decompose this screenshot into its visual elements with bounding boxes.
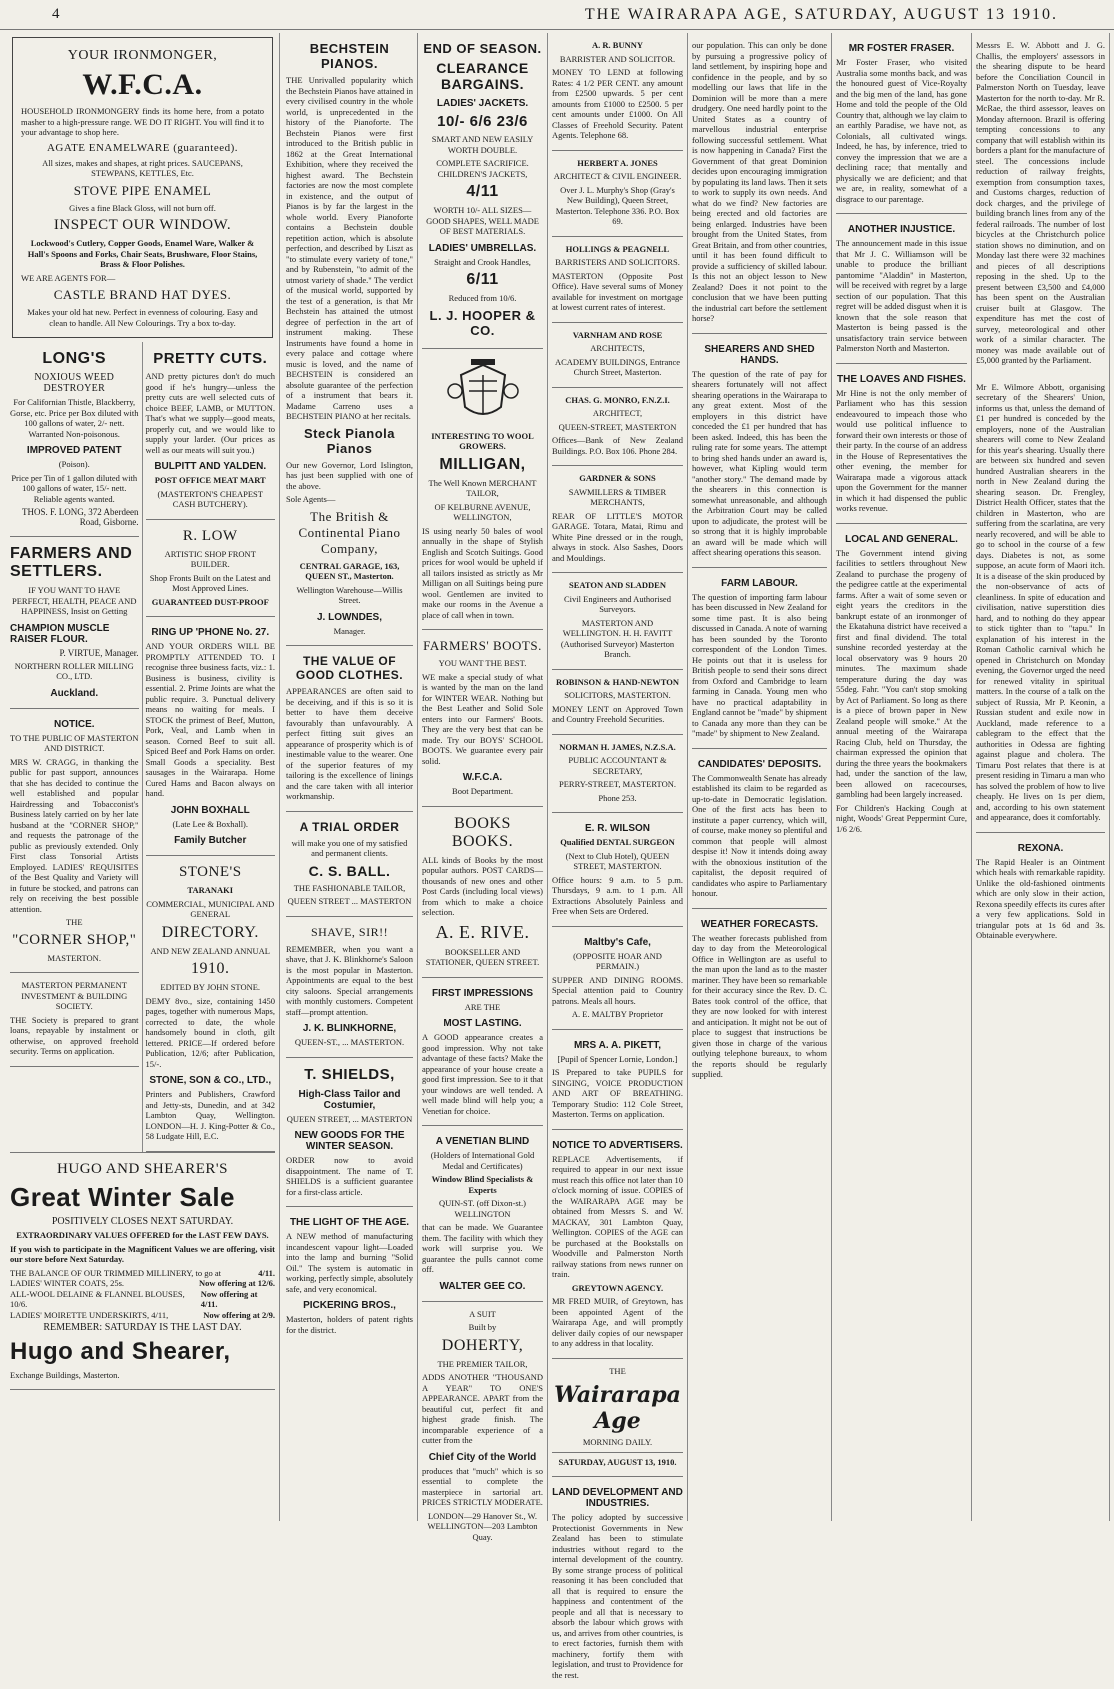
wilson-body: Office hours: 9 a.m. to 5 p.m. Thursdays, 9 a.m. to 1 p.m. All Extractions Absolutely Painless and Free when Sets are Ordered. bbox=[552, 874, 683, 916]
hugo-item: ALL-WOOL DELAINE & FLANNEL BLOUSES, 10/6. Now offering at 4/11. bbox=[10, 1288, 258, 1309]
gardner-title: GARDNER & SONS bbox=[579, 473, 656, 483]
impressions-ad bbox=[422, 978, 543, 1127]
stones-ad bbox=[146, 856, 276, 1152]
ring-firm: JOHN BOXHALL bbox=[170, 804, 250, 816]
paper-date: SATURDAY, AUGUST 13, 1910. bbox=[558, 1456, 677, 1467]
bechstein-warehouse: Wellington Warehouse—Willis Street. bbox=[296, 584, 403, 605]
light-title: THE LIGHT OF THE AGE. bbox=[289, 1217, 410, 1228]
boots-dept: Boot Department. bbox=[452, 786, 513, 796]
candidates-article bbox=[692, 749, 827, 909]
shields-sub: High-Class Tailor and Costumier, bbox=[298, 1088, 401, 1111]
weather-body: The weather forecasts published from day to day from the Meteorological Office in Wellington are as useful to the man upon the land as to the master mariner. They have been so remarkable for their accuracy since the Rev. D. C. Bates took control of the office, that they are now looked for with interest and anticipation. It might not be out of place to suggest that instructions be given those in charge of the various outlying telephone bureaux, to whom the reports should be regularly supplied. bbox=[692, 932, 827, 1079]
shearing-body: Messrs E. W. Abbott and J. G. Challis, the employers' assessors in the shearing dispute to be heard before the Conciliation Council in Palmerston North on Tuesday, leave Masterton for the north to-day. Mr R. McRae, the third assessor, leaves on Monday afternoon. Brazil is offering tempting concessions to any company that will establish within its borders a plant for the manufacture of steel. The concessions include reduction of railway freights, exemption from consumption taxes, and Customs charges, reduction of dock charges, and the privilege of building branch lines from any of the federal railroads. The number of lost bicycles at the Christchurch police station shows no diminution, and on Monday last there were 32 machines and pieces of all descriptions reposing in the shed. Up to the present between £3,500 and £4,000 has been spent on the Australian cruiser built at Glasgow. The expenditure has met the cost of survey, meteorological and other work of a similar character. The money was made available out of £5,000 granted by the Parliament. bbox=[976, 40, 1105, 365]
longs-improved: IMPROVED PATENT bbox=[26, 445, 122, 456]
boots-sub: YOU WANT THE BEST. bbox=[438, 658, 527, 668]
season-title: END OF SEASON. bbox=[423, 41, 542, 56]
wilson-sub: Qualified DENTAL SURGEON bbox=[560, 837, 675, 847]
abbott-body: Mr E. Wilmore Abbott, organising secretary of the Shearers' Union, informs us that, unless the demand of £1 per hundred is conceded by the employers, none of the Australian shearers will come to New Zealand for this year's shearing. Usually there are between six hundred and seven hundred Australian shearers in the north in New Zealand during the shearing season. Dr. Frengley, District Health Officer, states that the children in Masterton, who are suffering from the scarlatina, are very nearly recovered, and will be able to go to school in the course of a few days. Diabetes is not, as some suppose, an acute form of Maori itch. It is a disease of the skin produced by the non-observance of acts of cleanliness. In spite of education and civilisation, native superstition dies hard, and to nothing do they appear to stick tighter than to "tapu." In explanation of his interest in the Roman Catholic carnival which he opened in Christchurch on Monday evening, the Governor urged the need for renewed vitality in spiritual matters. In the course of a talk on the subject of Russia, Mr P. Keonin, a Russian student and exile now in Auckland, made reference to a cablegram to the effect that the authorities in Odessa are fighting against plague and cholera. The Timaru Post relates that there is at present residing in Timaru a man who has solved the problem of how to live cheaply. He lives on 1s per diem, and, according to his own statement and appearance, does it comfortably. bbox=[976, 381, 1105, 822]
notice-shop2: "CORNER SHOP," bbox=[12, 931, 137, 948]
notice-shop1: THE bbox=[65, 917, 83, 927]
jones-sub: ARCHITECT & CIVIL ENGINEER. bbox=[553, 171, 682, 181]
hugo-name: Hugo and Shearer, bbox=[10, 1337, 231, 1365]
robinson-body: MONEY LENT on Approved Town and Country Freehold Securities. bbox=[552, 703, 683, 724]
bunny-sub: BARRISTER AND SOLICITOR. bbox=[559, 53, 676, 64]
boots-ad bbox=[422, 630, 543, 807]
impressions-body: A GOOD appearance creates a good impression. Why not take advantage of these facts? Make the appearance of your house create a good first impression. See to it that your windows are well tended. A well made blind will help you; a Venetian for choice. bbox=[422, 1032, 543, 1116]
greytown-title: GREYTOWN AGENCY. bbox=[571, 1282, 664, 1293]
bechstein-company: The British & Continental Piano Company, bbox=[298, 508, 401, 556]
population-article bbox=[692, 33, 827, 334]
editorial-masthead bbox=[552, 1359, 683, 1478]
james-addr: PERRY-STREET, MASTERTON. bbox=[558, 779, 676, 789]
notice-to: TO THE PUBLIC OF MASTERTON AND DISTRICT. bbox=[10, 732, 139, 753]
column-5 bbox=[548, 33, 688, 1680]
hugo-title: HUGO AND SHEARER'S bbox=[57, 1160, 228, 1177]
maltby-body: SUPPER AND DINING ROOMS. Special attention paid to Country patrons. Meals all hours. bbox=[552, 974, 683, 1006]
wfca-line1: AGATE ENAMELWARE (guaranteed). bbox=[46, 141, 239, 154]
season-clear: CLEARANCE BARGAINS. bbox=[436, 60, 529, 92]
doherty-pre: A SUIT bbox=[469, 1308, 496, 1319]
blind-firm: WALTER GEE CO. bbox=[439, 1280, 526, 1292]
light-tail: Masterton, holders of patent rights for the district. bbox=[286, 1314, 413, 1335]
hugo-remember: REMEMBER: SATURDAY IS THE LAST DAY. bbox=[43, 1322, 242, 1333]
investment-body: THE Society is prepared to grant loans, repayable by instalment or otherwise, on approved freehold security. Terms on application. bbox=[10, 1014, 139, 1056]
boots-title: FARMERS' BOOTS. bbox=[423, 638, 542, 653]
season-umb-red: Reduced from 10/6. bbox=[448, 293, 517, 303]
farmers-sig: P. VIRTUE, Manager. bbox=[59, 647, 139, 658]
longs-title: LONG'S bbox=[42, 350, 107, 367]
column-6 bbox=[688, 33, 832, 1521]
rexona-body: The Rapid Healer is an Ointment which heals with remarkable rapidity. Unlike the old-fashioned ointments which are only slow in their action, Rexona speedily effects its cures after a very few applications. Sold in triangular pots at 1s 6d and 3s. Obtainable everywhere. bbox=[976, 856, 1105, 940]
monro-addr: QUEEN-STREET, MASTERTON bbox=[558, 421, 677, 432]
robinson-ad bbox=[552, 670, 683, 735]
bunny-title: A. R. BUNNY bbox=[592, 40, 643, 50]
masthead-title: THE WAIRARAPA AGE, SATURDAY, AUGUST 13 1910. bbox=[584, 5, 1058, 23]
boots-body: WE make a special study of what is wanted by the man on the land for WINTER WEAR. Nothing but the Best Leather and Solid Sole enters into our Farmers' Boots. They are the very best that can be made. Try our BOYS' SCHOOL BOOTS. We guarantee every pair solid. bbox=[422, 671, 543, 766]
paper-the: THE bbox=[609, 1365, 626, 1376]
varnham-title: VARNHAM AND ROSE bbox=[572, 329, 663, 340]
farmers-town: Auckland. bbox=[50, 687, 99, 699]
hugo-item: THE BALANCE OF OUR TRIMMED MILLINERY, to go at 4/11. bbox=[10, 1267, 275, 1278]
shearers-title: SHEARERS AND SHED HANDS. bbox=[704, 343, 815, 366]
wfca-ad bbox=[12, 37, 273, 338]
hugo-sale: Great Winter Sale bbox=[10, 1181, 236, 1212]
stones-edited: EDITED BY JOHN STONE. bbox=[160, 982, 261, 992]
james-title: NORMAN H. JAMES, N.Z.S.A. bbox=[559, 741, 676, 752]
stones-sub: TARANAKI bbox=[187, 885, 234, 895]
hollings-title: HOLLINGS & PEAGNELL bbox=[565, 243, 670, 254]
season-ad bbox=[422, 33, 543, 349]
stones-dir: DIRECTORY. bbox=[161, 923, 259, 941]
candidates-title: CANDIDATES' DEPOSITS. bbox=[697, 758, 822, 770]
low-title: R. LOW bbox=[182, 527, 238, 544]
notice-shop3: MASTERTON. bbox=[47, 952, 101, 963]
shields-goods: NEW GOODS FOR THE WINTER SEASON. bbox=[294, 1130, 405, 1152]
notice-body: MRS W. CRAGG, in thanking the public for past support, announces that she has decided to continue the well established and popular Hairdressing and Tobacconist's Business lately carried on by her late husband at the "CORNER SHOP," and requests the patronage of the public as previously extended. Only First class Tonsorial Artists Employed. LADIES' REQUISITES of the Best Quality and Variety will in future be stocked, and patrons can rely on receiving the best possible attention. bbox=[10, 756, 139, 914]
pretty-body: AND pretty pictures don't do much good if he's hungry—unless the pretty cuts are well selected cuts of choice BEEF, LAMB, or MUTTON. That's what we supply—good meats, properly cut, and we would like to supply your larder. (Our prices as well as our meats will suit you.) bbox=[145, 371, 275, 455]
notice-title: NOTICE. bbox=[53, 718, 95, 730]
farmers-title: FARMERS AND SETTLERS. bbox=[10, 545, 133, 580]
bechstein-ad bbox=[286, 33, 413, 646]
seaton-ad bbox=[552, 573, 683, 670]
column-1 bbox=[6, 33, 280, 1521]
masthead bbox=[0, 0, 1114, 30]
doherty-city: Chief City of the World bbox=[428, 1451, 537, 1463]
season-prices: 10/- 6/6 23/6 bbox=[437, 113, 528, 130]
ball-address: QUEEN STREET ... MASTERTON bbox=[287, 896, 412, 906]
pretty-cuts-ad bbox=[146, 342, 276, 520]
farm-article bbox=[692, 568, 827, 749]
trial-body: will make you one of my satisfied and permanent clients. bbox=[291, 837, 408, 858]
land-body: The policy adopted by successive Protectionist Governments in New Zealand has been to stimulate industries without regard to the internal development of the country. By some strange process of political reasoning it has been concluded that all that is required to ensure the happiness and contentment of the people and all that is necessary to absorb the labour which grows with us, and arrives from other countries, is to erect factories, furnish them with machinery, fortify them with legislation, and trust to Providence for the rest. bbox=[552, 1512, 683, 1680]
gardner-sub: SAWMILLERS & TIMBER MERCHANTS, bbox=[568, 486, 667, 507]
stones-firm-body: Printers and Publishers, Crawford and Jetty-sts, Dunedin, and at 342 Lambton Quay, Wellington. LONDON—H. J. King-Potter & Co., 58 Ludgate Hill, E.C. bbox=[145, 1089, 275, 1141]
milligan-body: IS using nearly 50 bales of wool annually in the shape of Stylish English and Scotch Suitings. Good prices for wool would be upheld if all tailors insisted as strictly as Mr Milligan on all Suitings being pure wool. Gentlemen are invited to make our rooms in the Avenue a place of call when in town. bbox=[422, 525, 543, 620]
shearing-article bbox=[976, 33, 1105, 375]
milligan-title: MILLIGAN, bbox=[439, 455, 526, 473]
injustice-title: ANOTHER INJUSTICE. bbox=[847, 224, 956, 235]
shields-body: ORDER now to avoid disappointment. The name of T. SHIELDS is a sufficient guarantee for a first-class article. bbox=[286, 1155, 413, 1197]
wfca-pre: YOUR IRONMONGER, bbox=[67, 48, 218, 63]
ring-firm-sub: (Late Lee & Boxhall). bbox=[172, 818, 249, 829]
jones-ad bbox=[552, 151, 683, 237]
doherty-body: ADDS ANOTHER "THOUSAND A YEAR" TO ONE'S APPEARANCE. APART from the beautiful cut, perfect fit and highest grade finish. The incomparable experience of a cutter from the bbox=[422, 1372, 543, 1445]
season-umb-price: 6/11 bbox=[466, 271, 499, 288]
ring-body: AND YOUR ORDERS WILL BE PROMPTLY ATTENDED TO. I recognise three business facts, viz.: 1. Business is business, civility is essential. 2. Prime Joints are what the public require. 3. Punctual delivery means no waiting for meals. I STOCK the primest of Beef, Mutton, Pork, Veal, and Lamb when in season. Corned Beef to suit all. Spiced Beef and Pork Hams on order. Small Goods a speciality. Best sausages in the Wairarapa. Home Cured Hams and Bacon always on hand. bbox=[145, 641, 275, 798]
longs-improved-sub: (Poison). bbox=[58, 459, 90, 469]
books-ad bbox=[422, 807, 543, 978]
population-body: our population. This can only be done by pursuing a progressive policy of land settlement, by inspiring hope and confidence in the people, and by so modelling our laws that life in the Dominion will be more than a mere drudgery. One need hardly point to the United States as a country of marvellous industrial enterprise following successful settlement. What is now happening in Canada? First the Government of that great Dominion decides upon encouraging immigration by populating its land laws. Then it sets to work to supply its own needs. And what do we find? New factories are being erected and old factories are being enlarged. Industries have been brought from the United States, from Great Britain, and from other countries, until it has been found difficult to provide a sufficiency of skilled labour. Is this not an object lesson to New Zealand? Does it not point to the conclusion that we have been putting the industrial cart before the settlement horse? bbox=[692, 40, 827, 323]
shave-title: SHAVE, SIR!! bbox=[310, 924, 389, 939]
loaves-article bbox=[836, 364, 967, 524]
season-umbrellas: LADIES' UMBRELLAS. bbox=[428, 242, 537, 254]
stones-body: DEMY 8vo., size, containing 1450 pages, together with numerous Maps, corrected to date, the whole handsomely bound in cloth, gilt lettered. PRICE—If ordered before Publication, 12/6; after Publication, 15/-. bbox=[145, 995, 275, 1069]
robinson-title: ROBINSON & HAND-NEWTON bbox=[555, 676, 680, 687]
injustice-body: The announcement made in this issue that Mr J. C. Williamson will be unable to produce the brilliant pantomime "Aladdin" in Masterton, will be received with regret by a large section of our population. That this regret will be added disgust when it is known that the sole reason that Masterton is being passed is the unsatisfactory train service between Palmerston North and Masterton. bbox=[836, 238, 967, 353]
season-umb-sub: Straight and Crook Handles, bbox=[434, 256, 531, 267]
shields-title: T. SHIELDS, bbox=[304, 1065, 395, 1083]
robinson-sub: SOLICITORS, MASTERTON. bbox=[564, 690, 671, 700]
pretty-tag: (MASTERTON'S CHEAPEST CASH BUTCHERY). bbox=[157, 488, 263, 509]
boots-firm: W.F.C.A. bbox=[462, 772, 503, 783]
low-trade: ARTISTIC SHOP FRONT BUILDER. bbox=[164, 548, 256, 569]
bechstein-manager: J. LOWNDES, bbox=[316, 611, 382, 623]
column-8 bbox=[972, 33, 1110, 1521]
pikett-title: MRS A. A. PIKETT, bbox=[573, 1039, 662, 1051]
local-body: The Government intend giving facilities to settlers throughout New Zealand to purchase the progeny of the pedigree cattle at the experimental farms. After a wait of some seven or eight years the creditors in the bankrupt estate of an ironmonger of the Ekatahuna district have received a first and final dividend. The total sunshine recorded yesterday at the local observatory was 9 hours 20 minutes. The maximum shade temperature during the day was 55deg. Fahr. "You can't stop smoking by Act of Parliament. So long as there is a piece of brown paper in New Zealand people will smoke." At the annual meeting of the Wairarapa Racing Club, held on Thursday, the chairman expressed the opinion that during the three years the bookmakers had, under the sanction of the law, been allowed on racecourses, gambling had been largely increased. bbox=[836, 547, 967, 799]
season-jackets: LADIES' JACKETS. bbox=[436, 98, 529, 109]
blind-sub: (Holders of International Gold Medal and Certificates) bbox=[430, 1150, 535, 1171]
longs-body2: Price per Tin of 1 gallon diluted with 100 gallons of water, 15/- nett. Reliable agents wanted. bbox=[11, 472, 138, 504]
wfca-body: HOUSEHOLD IRONMONGERY finds its home here, from a potato masher to a high-pressure range. WE DO IT RIGHT. You will find it to your advantage to shop here. bbox=[21, 106, 264, 137]
longs-sig: THOS. F. LONG, 372 Aberdeen Road, Gisborne. bbox=[21, 507, 139, 527]
gardner-ad bbox=[552, 466, 683, 573]
season-sacrifice: COMPLETE SACRIFICE. CHILDREN'S JACKETS, bbox=[436, 158, 529, 179]
hugo-closes: POSITIVELY CLOSES NEXT SATURDAY. bbox=[51, 1215, 234, 1227]
stones-title: STONE'S bbox=[178, 864, 242, 880]
hugo-item: LADIES' MOIRETTE UNDERSKIRTS, 4/11, Now offering at 2/9. bbox=[10, 1309, 275, 1320]
milligan-sub: The Well Known MERCHANT TAILOR, bbox=[428, 477, 537, 498]
bunny-ad bbox=[552, 33, 683, 151]
wfca-line3: STOVE PIPE ENAMEL bbox=[73, 182, 212, 198]
blind-title: A VENETIAN BLIND bbox=[435, 1136, 530, 1147]
james-sub: PUBLIC ACCOUNTANT & SECRETARY, bbox=[568, 755, 667, 776]
bunny-body: MONEY TO LEND at following Rates: 4 1/2 PER CENT. any amount from £2500 upwards. 5 per cent amounts from £1000 to £2500. 5 per cent amounts under £1000. On All Classes of Freehold Security. Patent Agents. Telephone 68. bbox=[552, 67, 683, 140]
loaves-title: THE LOAVES AND FISHES. bbox=[837, 373, 966, 385]
ring-title: RING UP 'PHONE No. 27. bbox=[151, 627, 270, 638]
season-worth: WORTH 10/- ALL SIZES—GOOD SHAPES, WELL MADE OF BEST MATERIALS. bbox=[426, 205, 539, 236]
farmers-product: CHAMPION MUSCLE RAISER FLOUR. bbox=[10, 622, 110, 645]
rexona-ad bbox=[976, 833, 1105, 950]
column-3 bbox=[282, 33, 418, 1521]
pikett-sub: [Pupil of Spencer Lornie, London.] bbox=[557, 1053, 678, 1064]
stones-year: 1910. bbox=[191, 960, 230, 977]
gardner-body: REAR OF LITTLE'S MOTOR GARAGE. Totara, Matai, Rimu and White Pine dressed or in the rough, always in stock. Also Sashes, Doors and Mouldings. bbox=[552, 510, 683, 563]
jones-title: HERBERT A. JONES bbox=[577, 157, 658, 168]
trial-ad bbox=[286, 812, 413, 917]
wilson-title: E. R. WILSON bbox=[585, 823, 650, 834]
greytown-body: MR FRED MUIR, of Greytown, has been appointed Agent of the Wairarapa Age, and will promptly deliver daily copies of our newspaper to any address in that locality. bbox=[552, 1296, 683, 1348]
local-tail: For Children's Hacking Cough at night, Woods' Great Peppermint Cure, 1/6 2/6. bbox=[836, 802, 967, 834]
ring-ad bbox=[146, 617, 276, 856]
light-firm: PICKERING BROS., bbox=[303, 1300, 396, 1311]
abbott-article bbox=[976, 375, 1105, 833]
books-title: BOOKS BOOKS. bbox=[451, 814, 514, 850]
page-number: 4 bbox=[52, 6, 60, 22]
pikett-ad bbox=[552, 1030, 683, 1130]
ring-firm-tag: Family Butcher bbox=[174, 835, 247, 846]
wfca-line4: Gives a fine Black Gloss, will not burn off. bbox=[69, 202, 216, 213]
rive-title: A. E. RIVE. bbox=[435, 921, 530, 942]
blind-firm-line: Window Blind Specialists & Experts bbox=[431, 1174, 534, 1195]
stones-dir-sub: AND NEW ZEALAND ANNUAL bbox=[150, 945, 271, 956]
hollings-ad bbox=[552, 237, 683, 323]
shearers-body: The question of the rate of pay for shearers fortunately will not affect shearing operations in the Wairarapa to any great extent. Most of the employers in this district have conceded the £1 per hundred that has been asked. Indeed, this has been the ruling rate for some years. The attempt to bring shed hands under an award is, however, what Kipling would term "another story." The demand made by the shearers in this connection is somewhat unreasonable, and although the Arbitration Court may be called upon to adjudicate, the protest will be so strong that it is highly improbable an award will be made which will affect shearing operations this season. bbox=[692, 368, 827, 557]
seaton-body: MASTERTON AND WELLINGTON. H. H. FAVITT (Authorised Surveyor) Masterton Branch. bbox=[560, 617, 675, 659]
light-ad bbox=[286, 1207, 413, 1344]
local-article bbox=[836, 524, 967, 844]
weather-title: WEATHER FORECASTS. bbox=[700, 918, 819, 930]
value-title: THE VALUE OF GOOD CLOTHES. bbox=[295, 654, 404, 682]
james-phone: Phone 253. bbox=[598, 792, 637, 803]
bechstein-manager-title: Manager. bbox=[333, 625, 366, 636]
value-body: APPEARANCES are often said to be deceiving, and if this is so it is better to have them deceive favourably than unfavourably. A perfect fitting suit gives an appearance of prosperity which is of inestimable value to the wearer. One of the superior features of my tailoring is the excellence of linings and the care taken with all interior workmanship. bbox=[286, 686, 413, 801]
ball-title: C. S. BALL. bbox=[308, 862, 391, 879]
doherty-ad bbox=[422, 1302, 543, 1552]
bechstein-address: CENTRAL GARAGE, 163, QUEEN ST., Masterton. bbox=[299, 560, 400, 581]
wfca-line7: WE ARE AGENTS FOR— bbox=[21, 272, 116, 283]
bechstein-title: BECHSTEIN PIANOS. bbox=[309, 41, 390, 71]
milligan-ad bbox=[422, 349, 543, 631]
low-body: Shop Fronts Built on the Latest and Most Approved Lines. bbox=[149, 572, 271, 593]
advertisers-title: NOTICE TO ADVERTISERS. bbox=[552, 1139, 683, 1151]
pretty-shop: POST OFFICE MEAT MART bbox=[154, 475, 266, 485]
maltby-ad bbox=[552, 927, 683, 1030]
hugo-price-list bbox=[10, 1268, 275, 1321]
ball-sub: THE FASHIONABLE TAILOR, bbox=[293, 882, 406, 893]
monro-body: Offices—Bank of New Zealand Buildings. P.O. Box 106. Phone 284. bbox=[552, 435, 683, 456]
shields-address: QUEEN STREET, ... MASTERTON bbox=[286, 1113, 413, 1124]
investment-title: MASTERTON PERMANENT INVESTMENT & BUILDING SOCIETY. bbox=[21, 980, 128, 1011]
local-title: LOCAL AND GENERAL. bbox=[845, 533, 958, 545]
longs-ad bbox=[10, 342, 139, 537]
column-4 bbox=[418, 33, 548, 1542]
hugo-ad bbox=[10, 1152, 275, 1391]
pretty-title: PRETTY CUTS. bbox=[153, 350, 268, 367]
steck-title: Steck Pianola Pianos bbox=[303, 425, 396, 456]
stones-sub2: COMMERCIAL, MUNICIPAL AND GENERAL bbox=[146, 898, 275, 919]
milligan-addr: OF KELBURNE AVENUE, WELLINGTON, bbox=[434, 501, 531, 522]
blind-addr: QUIN-ST. (off Dixon-st.) WELLINGTON bbox=[438, 1198, 527, 1219]
farmers-mill: NORTHERN ROLLER MILLING CO., LTD. bbox=[14, 660, 134, 681]
rexona-title: REXONA. bbox=[1017, 842, 1064, 854]
farm-body: The question of importing farm labour has been discussed in New Zealand for some time past. It is also being discussed in Canada. A note of warning has been sounded by the Toronto correspondent of the London Times. He points out that it is useless for British people to send their sons direct from Oxford and Cambridge to learn farming in Canada. Young men who have no practical adaptability in England cannot be "made" by shipment to Canada any more than they can be "made" by shipment to New Zealand. bbox=[692, 591, 827, 738]
hollings-body: MASTERTON (Opposite Post Office). Have several sums of Money available for investment on mortgage at lowest current rates of interest. bbox=[552, 270, 683, 312]
stones-firm: STONE, SON & CO., LTD., bbox=[149, 1075, 272, 1086]
wfca-line6: Lockwood's Cutlery, Copper Goods, Enamel Ware, Walker & Hall's Spoons and Forks, Chair Seats, Brushware, Floor Stains, Brass & Floor Polishes. bbox=[27, 238, 258, 269]
shave-ad bbox=[286, 917, 413, 1058]
shave-body: REMEMBER, when you want a shave, that J. K. Blinkhorne's Saloon is the most popular in Masterton. Appointments are equal to the best city saloons. Special arrangements with monthly customers. Competent staff—prompt attention. bbox=[286, 943, 413, 1017]
rive-sub: BOOKSELLER AND STATIONER, QUEEN STREET. bbox=[425, 946, 540, 967]
blind-ad bbox=[422, 1126, 543, 1302]
season-smart: SMART AND NEW EASILY WORTH DOUBLE. bbox=[431, 134, 534, 155]
books-body: ALL kinds of Books by the most popular authors. POST CARDS—thousands of new ones and other Post Cards (including local views) from which to make a choice selection. bbox=[422, 854, 543, 917]
doherty-title: DOHERTY, bbox=[441, 1336, 524, 1354]
doherty-pre2: Built by bbox=[468, 1322, 497, 1332]
varnham-body: ACADEMY BUILDINGS, Entrance Church Street, Masterton. bbox=[554, 356, 681, 377]
fraser-article bbox=[836, 33, 967, 214]
shields-ad bbox=[286, 1058, 413, 1208]
fraser-title: MR FOSTER FRASER. bbox=[848, 43, 955, 54]
blind-body: that can be made. We Guarantee them. The facility with which they work will surprise you. We guarantee the pulls cannot come off. bbox=[422, 1222, 543, 1274]
land-title: LAND DEVELOPMENT AND INDUSTRIES. bbox=[552, 1487, 683, 1509]
light-body: A NEW method of manufacturing incandescent vapour light—Loaded into the lamp and burning "Solid Oil." The system is automatic in working, perfectly simple, absolutely safe, and very economical. bbox=[286, 1231, 413, 1294]
longs-body: For Californian Thistle, Blackberry, Gorse, etc. Price per Box diluted with 100 gallons of water, 2/- nett. Warranted Non-poisonous. bbox=[10, 397, 139, 439]
impressions-title: FIRST IMPRESSIONS bbox=[431, 987, 534, 999]
maltby-title: Maltby's Cafe, bbox=[584, 936, 651, 948]
wfca-line2: All sizes, makes and shapes, at right prices. SAUCEPANS, STEWPANS, KETTLES, Etc. bbox=[42, 157, 243, 178]
season-firm: L. J. HOOPER & CO. bbox=[429, 307, 536, 338]
varnham-sub: ARCHITECTS, bbox=[590, 343, 645, 353]
paper-sub: MORNING DAILY. bbox=[582, 1437, 653, 1447]
wfca-name: W.F.C.A. bbox=[82, 68, 203, 101]
trial-title: A TRIAL ORDER bbox=[299, 819, 400, 834]
monro-ad bbox=[552, 388, 683, 467]
jones-body: Over J. L. Murphy's Shop (Gray's New Building), Queen Street, Masterton. Telephone 336. P.O. Box 69. bbox=[555, 184, 680, 226]
hugo-offers: EXTRAORDINARY VALUES OFFERED for the LAST FEW DAYS. bbox=[16, 1230, 269, 1240]
shave-address: QUEEN-ST., ... MASTERTON. bbox=[294, 1037, 405, 1047]
wfca-line9: Makes your old hat new. Perfect in evenness of colouring. Easy and clean to handle. All New Colourings. Try a box to-day. bbox=[27, 307, 258, 328]
maltby-sig: A. E. MALTBY Proprietor bbox=[571, 1009, 664, 1019]
wfca-line5: INSPECT OUR WINDOW. bbox=[53, 217, 232, 233]
hugo-note: If you wish to participate in the Magnificent Values we are offering, visit our store before Next Saturday. bbox=[10, 1243, 275, 1264]
hugo-address: Exchange Buildings, Masterton. bbox=[10, 1369, 120, 1380]
advertisers-body: REPLACE Advertisements, if required to appear in our next issue must reach this office not later than 10 o'clock morning of issue. COPIES of the WAIRARAPA AGE may be obtained from Messrs S. and W. MACKAY, 301 Lambton Quay, Wellington. COPIES of the AGE can be purchased at the Bookstalls on Woodville and Palmerston North railway stations from news runner on train. bbox=[552, 1153, 683, 1279]
notice-ad bbox=[10, 709, 139, 974]
doherty-body2: produces that "much" which is so essential to complete the masterpiece in sartorial art. PRICES STRICTLY MODERATE. bbox=[422, 1465, 543, 1507]
monro-title: CHAS. G. MONRO, F.N.Z.I. bbox=[565, 394, 670, 405]
seaton-title: SEATON AND SLADDEN bbox=[569, 580, 666, 590]
hollings-sub: BARRISTERS AND SOLICITORS. bbox=[555, 257, 680, 267]
impressions-sub2: MOST LASTING. bbox=[443, 1018, 522, 1029]
longs-sub: NOXIOUS WEED DESTROYER bbox=[34, 372, 115, 394]
wilson-addr: (Next to Club Hotel), QUEEN STREET, MASTERTON. bbox=[565, 850, 670, 871]
coat-of-arms-icon bbox=[443, 357, 523, 427]
pikett-body: IS Prepared to take PUPILS for SINGING, VOICE PRODUCTION AND ART OF BREATHING. Temporary Studio: 112 Cole Street, Masterton. Terms on application. bbox=[552, 1067, 683, 1119]
weather-article bbox=[692, 909, 827, 1089]
varnham-ad bbox=[552, 323, 683, 388]
wfca-line8: CASTLE BRAND HAT DYES. bbox=[53, 287, 232, 302]
milligan-pre: INTERESTING TO WOOL GROWERS. bbox=[431, 430, 534, 451]
pretty-firm: BULPITT AND YALDEN. bbox=[154, 461, 267, 472]
farm-title: FARM LABOUR. bbox=[721, 577, 798, 589]
column-7 bbox=[832, 33, 972, 1521]
value-ad bbox=[286, 646, 413, 812]
farmers-body: IF YOU WANT TO HAVE PERFECT, HEALTH, PEACE AND HAPPINESS, Insist on Getting bbox=[12, 585, 137, 616]
injustice-article bbox=[836, 214, 967, 364]
low-ad bbox=[146, 520, 276, 618]
monro-sub: ARCHITECT, bbox=[592, 408, 643, 418]
candidates-body: The Commonwealth Senate has already established its claim to be regarded as up-to-date in Democratic legislation. One of the first acts has been to institute a paper currency, which will, of course, make money so plentiful and common that people will almost despise it! Now it intends doing away with the obnoxious institution of the capitalist, the deposit required of candidates who aspire to Parliamentary honour. bbox=[692, 772, 828, 898]
loaves-body: Mr Hine is not the only member of Parliament who has this session endeavoured to impeach those who would use political influence to forward their own interests or those of their party. In the course of an address in the House of Representatives the other evening, the member for Wairarapa made a vigorous attack upon the Government for the manner in which it had dispensed the public works revenue. bbox=[836, 387, 967, 513]
paper-name: Wairarapa Age bbox=[554, 1382, 681, 1434]
investment-ad bbox=[10, 973, 139, 1067]
bechstein-agents: Sole Agents— bbox=[286, 494, 336, 504]
impressions-sub1: ARE THE bbox=[464, 1001, 501, 1012]
steck-body: Our new Governor, Lord Islington, has just been supplied with one of the above. bbox=[286, 459, 413, 491]
bechstein-body: THE Unrivalled popularity which the Bechstein Pianos have attained in every civilised country in the whole world, is unprecedented in the history of the Pianoforte. The Bechstein Pianos were first introduced to the British public in 1862 at the Great International Exhibition, where they received the highest award. The Bechstein factories are now the most complete in existence, and the output of Pianos is by far the largest in the whole world. Every Pianoforte contains a Bechstein double repetition action, which is absolute perfection, and described by Liszt as "to stimulate every variety of tone," and by Rubenstein, "to admit of the utmost variety of shade." The verdict of the musical world, supported by the test of a generation, is that Mr Bechstein has attained the utmost degree of perfection in the art of instrument making. These Instruments have found a home in every palace and cottage where music is loved, and the name of BECHSTEIN is considered an absolute guarantee of the perfection of a instrument that bears it. Madame Carreno uses a BECHSTEIN PIANO at her recitals. bbox=[286, 75, 413, 421]
shearers-article bbox=[692, 334, 827, 568]
seaton-sub: Civil Engineers and Authorised Surveyors. bbox=[564, 593, 671, 614]
wilson-ad bbox=[552, 813, 683, 927]
james-ad bbox=[552, 735, 683, 814]
maltby-sub: (OPPOSITE HOAR AND PERMAIN.) bbox=[573, 950, 662, 971]
fraser-body: Mr Foster Fraser, who visited Australia some months back, and was the honoured guest of Vice-Royalty and the big men of the land, has gone Home and told the people of the Old Country that, although we lay claim to an earthly Paradise, we have not, as Colonials, all cultivated wings. Indeed, he has, by inference, tried to convey the impression that we are a declining race; that mentally and physically we are deficient; and that we are, in reality, somewhat of a disgrace to our parentage. bbox=[836, 57, 968, 204]
farmers-ad bbox=[10, 537, 139, 709]
shave-firm: J. K. BLINKHORNE, bbox=[302, 1023, 397, 1034]
season-child-price: 4/11 bbox=[466, 183, 499, 200]
advertisers-notice bbox=[552, 1130, 683, 1359]
hugo-item: LADIES' WINTER COATS, 25s. Now offering at 12/6. bbox=[10, 1278, 275, 1288]
land-article bbox=[552, 1477, 683, 1689]
doherty-addr: LONDON—29 Hanover St., W. WELLINGTON—203 Lambton Quay. bbox=[427, 1510, 538, 1542]
low-guarantee: GUARANTEED DUST-PROOF bbox=[151, 596, 269, 607]
doherty-sub: THE PREMIER TAILOR, bbox=[437, 1358, 528, 1369]
